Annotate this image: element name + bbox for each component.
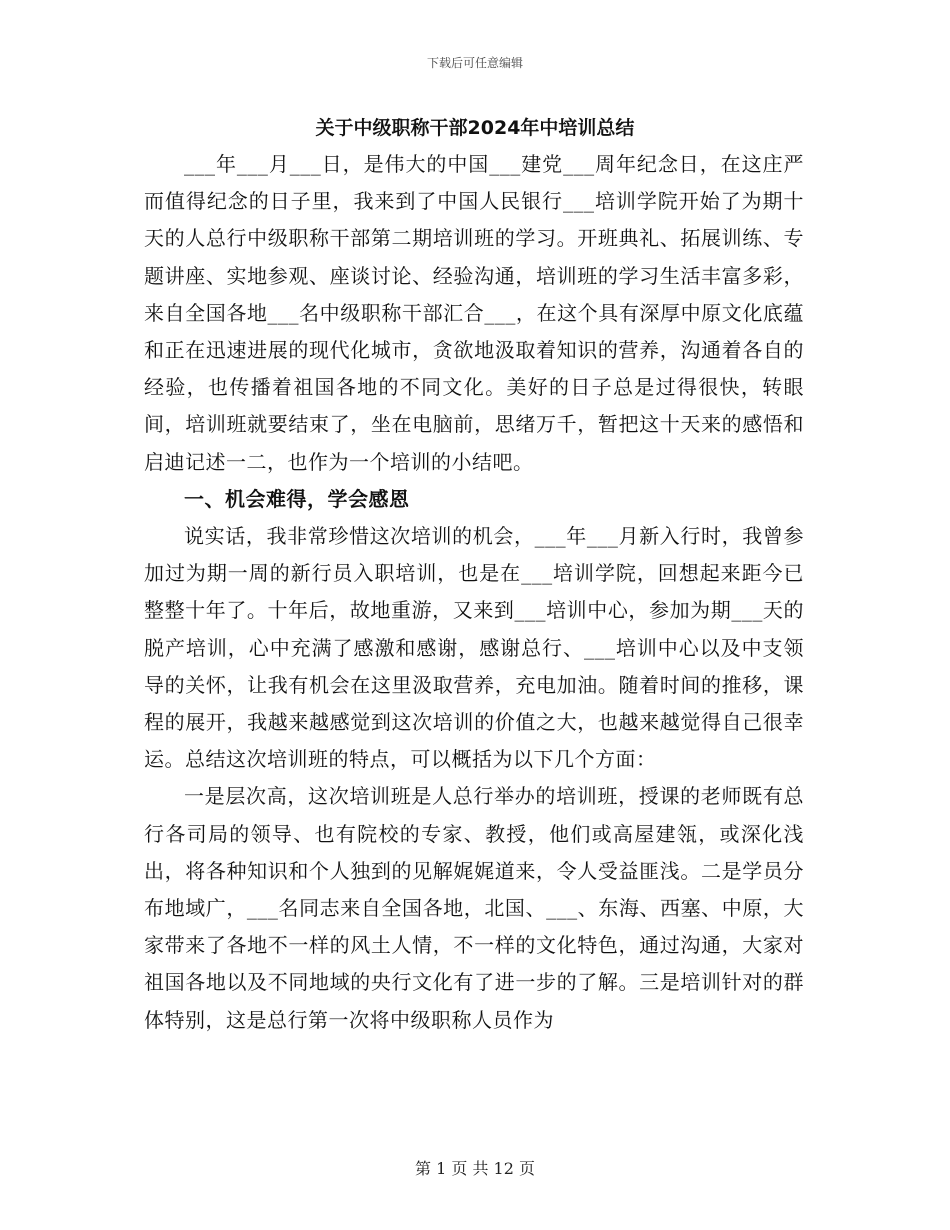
section-heading: 一、机会难得，学会感恩 bbox=[184, 486, 410, 511]
body-paragraph: 说实话，我非常珍惜这次培训的机会，___年___月新入行时，我曾参加过为期一周的新行员入职培训，也是在___培训学院，回想起来距今已整整十年了。十年后，故地重游，又来到___培训中心，参加为期___天的脱产培训，心中充满了感激和感谢，感谢总行、___培训中心以及中支领导的关怀，让我有机会在这里汲取营养，充电加油。随着时间的推移，课程的展开，我越来越感觉到这次培训的价值之大，也越来越觉得自己很幸运。总结这次培训班的特点，可以概括为以下几个方面： bbox=[144, 524, 804, 772]
header-note: 下载后可任意编辑 bbox=[426, 56, 523, 70]
body-paragraph: ___年___月___日，是伟大的中国___建党___周年纪念日，在这庄严而值得纪念的日子里，我来到了中国人民银行___培训学院开始了为期十天的人总行中级职称干部第二期培训班的学习。开班典礼、拓展训练、专题讲座、实地参观、座谈讨论、经验沟通，培训班的学习生活丰富多彩，来自全国各地___名中级职称干部汇合___，在这个具有深厚中原文化底蕴和正在迅速进展的现代化城市，贪欲地汲取着知识的营养，沟通着各自的经验，也传播着祖国各地的不同文化。美好的日子总是过得很快，转眼间，培训班就要结束了，坐在电脑前，思绪万千，暂把这十天来的感悟和启迪记述一二，也作为一个培训的小结吧。 bbox=[144, 152, 804, 474]
page-footer: 第 1 页 共 12 页 bbox=[415, 1159, 535, 1178]
body-paragraph: 一是层次高，这次培训班是人总行举办的培训班，授课的老师既有总行各司局的领导、也有院校的专家、教授，他们或高屋建瓴，或深化浅出，将各种知识和个人独到的见解娓娓道来，令人受益匪浅。二是学员分布地域广，___名同志来自全国各地，北国、___、东海、西塞、中原，大家带来了各地不一样的风土人情，不一样的文化特色，通过沟通，大家对祖国各地以及不同地域的央行文化有了进一步的了解。三是培训针对的群体特别，这是总行第一次将中级职称人员作为 bbox=[144, 784, 804, 1032]
document-title: 关于中级职称干部2024年中培训总结 bbox=[315, 117, 635, 139]
document-body bbox=[144, 146, 804, 1039]
